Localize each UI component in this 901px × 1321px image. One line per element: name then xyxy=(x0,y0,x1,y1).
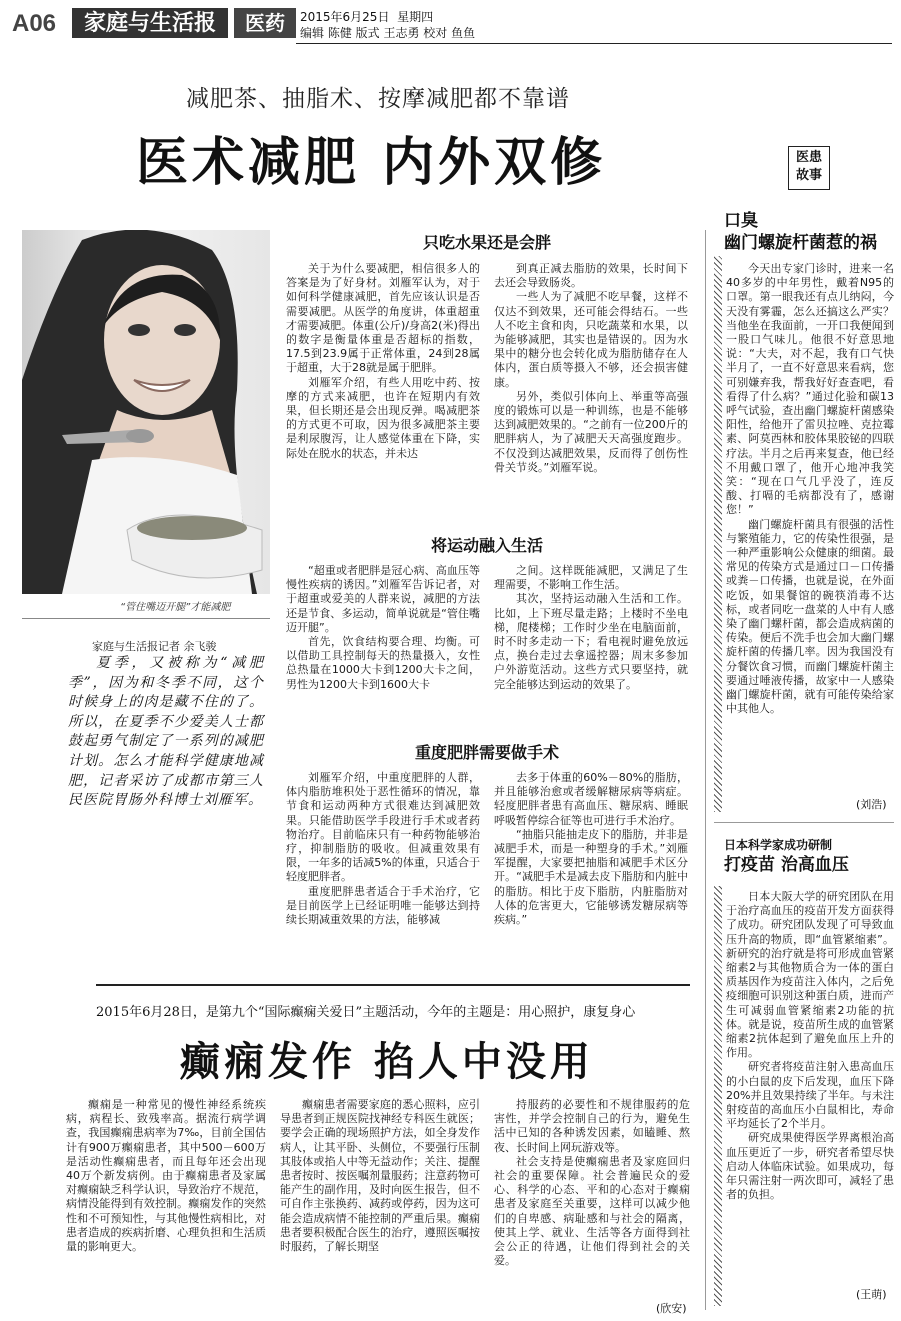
paragraph: “抽脂只能抽走皮下的脂肪，并非是减肥手术，而是一种塑身的手术。”刘雁军提醒，大家要把抽脂和减肥手术区分开。“减肥手术是减去皮下脂肪和内脏中的脂肪。相比于皮下脂肪，内脏脂肪对人体的危害更大，它能够诱发糖尿病等疾病。” xyxy=(494,827,688,927)
paragraph: 刘雁军介绍，中重度肥胖的人群，体内脂肪堆积处于恶性循环的情况，靠节食和运动两种方式很难达到减肥效果。只能借助医学手段进行手术或者药物治疗。目前临床只有一种药物能够治疗，抑制脂肪的吸收。但减重效果有限，一年多的话减5%的体重，只适合于轻度肥胖者。 xyxy=(286,771,480,884)
section1-title: 只吃水果还是会胖 xyxy=(422,233,551,252)
paragraph: 之间。这样既能减肥，又满足了生理需要，不影响工作生活。 xyxy=(494,564,688,592)
paragraph: 刘雁军介绍，有些人用吃中药、按摩的方式来减肥，也许在短期内有效果，但长期还是会出现反弹。喝减肥茶的方式更不可取，因为很多减肥茶主要是利尿腹泻，让人感觉体重在下降，实际处在脱水的状态，并未达 xyxy=(286,375,480,460)
paragraph: 重度肥胖患者适合于手术治疗，它是目前医学上已经证明唯一能够达到持续长期减重效果的方法，能够减 xyxy=(286,884,480,927)
page-number: A06 xyxy=(12,10,57,37)
article2-author: (欣安) xyxy=(656,1302,687,1315)
article2-top-rule xyxy=(96,984,690,986)
woman-eating-photo xyxy=(22,230,270,594)
sidebar1-decoration xyxy=(714,256,722,812)
paragraph: 研究成果使得医学界离根治高血压更近了一步，研究者希望尽快启动人体临床试验。如果成功，每年只需注射一两次即可，减轻了患者的负担。 xyxy=(726,1131,894,1202)
byline: 家庭与生活报记者 余飞骏 xyxy=(92,640,217,653)
paragraph: 另外，类似引体向上、举重等高强度的锻炼可以是一种训练，也是不能够达到减肥效果的。“之前有一位200斤的肥胖病人，为了减肥天天高强度跑步。不仅没到达减肥效果，反而得了创伤性骨关节炎。”刘雁军说。 xyxy=(494,389,688,474)
paragraph: 今天出专家门诊时，进来一名40多岁的中年男性，戴着N95的口罩。第一眼我还有点儿纳闷，今天没有雾霾，怎么还搞这么严实？当他坐在我面前，一开口我便闻到一股口气味儿。他很不好意思地说：“大夫，对不起，我有口气快半月了，一直不好意思来看病，您可别嫌弃我，帮我好好查查吧，看看得了什么病？”通过化验和碳13呼气试验，查出幽门螺旋杆菌感染阳性，给他开了雷贝拉唑、克拉霉素、阿莫西林和胶体果胶铋的四联疗法。半月之后再来复查，他已经不用戴口罩了，他开心地冲我笑笑：“现在口气几乎没了，连反酸、打嗝的毛病都没有了，感谢您！” xyxy=(726,262,894,517)
weekday: 星期四 xyxy=(397,10,434,24)
section2-title: 将运动融入生活 xyxy=(430,536,543,555)
article2-headline: 癫痫发作 掐人中没用 xyxy=(180,1038,594,1085)
paragraph: 到真正减去脂肪的效果，长时间下去还会导致肠炎。 xyxy=(494,262,688,290)
title-line: 口臭 xyxy=(724,211,758,231)
column-divider xyxy=(705,230,706,1310)
section1-column-2 xyxy=(494,262,688,506)
section3-column-1 xyxy=(286,771,480,951)
paragraph: 一些人为了减肥不吃早餐，这样不仅达不到效果，还可能会得结石。一些人不吃主食和肉，只吃蔬菜和水果，以为能够减肥，其实也是错误的。因为水果中的糖分也会转化成为脂肪储存在人体内，蛋白质等摄入不够，还会损害健康。 xyxy=(494,290,688,389)
section3-title: 重度肥胖需要做手术 xyxy=(414,743,559,762)
page-header xyxy=(0,0,901,50)
article2-column-1 xyxy=(66,1098,266,1308)
paragraph: 去多于体重的60%－80%的脂肪，并且能够治愈或者缓解糖尿病等病症。轻度肥胖者患有高血压、糖尿病、睡眠呼吸暂停综合征等也可进行手术治疗。 xyxy=(494,771,688,827)
article2-column-3 xyxy=(494,1098,690,1308)
paragraph: 其次，坚持运动融入生活和工作。比如，上下班尽量走路；上楼时不坐电梯，爬楼梯；工作时少坐在电脑面前，时不时多走动一下；看电视时避免放远点，换台走过去拿遥控器；周末多参加户外游览活动。这些方式只要坚持，就完全能够达到运动的效果了。 xyxy=(494,592,688,691)
paragraph: 持服药的必要性和不规律服药的危害性，并学会控制自己的行为，避免生活中已知的各种诱发因素，如瞌睡、熬夜、长时间上网玩游戏等。 xyxy=(494,1098,690,1154)
section2-column-1 xyxy=(286,564,480,712)
section1-column-1 xyxy=(286,262,480,506)
tag-line: 故事 xyxy=(795,168,822,183)
article2-kicker: 2015年6月28日，是第九个“国际癫痫关爱日”主题活动，今年的主题是：用心照护，康复身心 xyxy=(96,1005,636,1020)
sidebar1-author: (刘浩) xyxy=(856,798,887,811)
article1-lead: 夏季，又被称为“减肥季”，因为和冬季不同，这个时候身上的肉是藏不住的了。所以，在夏季不少爱美人士都鼓起勇气制定了一系列的减肥计划。怎么才能科学健康地减肥，记者采访了成都市第三人民医院胃肠外科博士刘雁军。 xyxy=(68,655,264,809)
section-name: 医药 xyxy=(234,8,296,38)
tag-line: 医患 xyxy=(795,150,822,165)
paragraph: 首先，饮食结构要合理、均衡。可以借助工具控制每天的热量摄入，女性总热量在1000大卡到1200大卡之间，男性为1200大卡到1600大卡 xyxy=(286,635,480,691)
paper-name: 家庭与生活报 xyxy=(72,8,228,38)
paragraph: 研究者将疫苗注射入患高血压的小白鼠的皮下后发现，血压下降20%并且效果持续了半年。与未注射疫苗的高血压小白鼠相比，寿命平均延长了2个半月。 xyxy=(726,1060,894,1131)
title-line: 幽门螺旋杆菌惹的祸 xyxy=(724,233,877,253)
sidebar-divider xyxy=(714,822,894,823)
article1-kicker: 减肥茶、抽脂术、按摩减肥都不靠谱 xyxy=(186,86,570,112)
photo-caption: “管住嘴迈开腿”才能减肥 xyxy=(120,602,231,613)
sidebar1-title xyxy=(724,210,896,254)
doctor-patient-story-tag xyxy=(788,146,830,190)
paragraph: 社会支持是使癫痫患者及家庭回归社会的重要保障。社会普遍民众的爱心、科学的心态、平和的心态对于癫痫患者及家庭至关重要，这样可以减少他们的自卑感、病耻感和与社会的隔离，使其上学、就业、生活等各方面得到社会公正的待遇，让他们得到社会的关爱。 xyxy=(494,1154,690,1268)
article1-headline: 医术减肥 内外双修 xyxy=(136,132,607,193)
paragraph: 关于为什么要减肥，相信很多人的答案是为了好身材。刘雁军认为，对于如何科学健康减肥，首先应该认识是否需要减肥。从医学的角度讲，体重超重才需要减肥。体重(公斤)/身高2(米)得出的数字是衡量体重是否超标的指数，17.5到23.9属于正常体重，24到28属于超重，大于28就是属于肥胖。 xyxy=(286,262,480,375)
sidebar2-body xyxy=(726,890,894,1284)
section3-column-2 xyxy=(494,771,688,951)
paragraph: “超重或者肥胖是冠心病、高血压等慢性疾病的诱因。”刘雁军告诉记者，对于超重或爱美的人群来说，减肥的方法还是节食、多运动，简单说就是“管住嘴迈开腿”。 xyxy=(286,564,480,634)
article2-column-2 xyxy=(280,1098,480,1308)
sidebar1-body xyxy=(726,262,894,798)
paragraph: 幽门螺旋杆菌具有很强的活性与繁殖能力，它的传染性很强，是一种严重影响公众健康的细菌。最常见的传染方式是通过口－口传播或粪－口传播，也就是说，在外面吃饭，如果餐馆的碗筷消毒不达标，或者同吃一盘菜的人中有人感染了幽门螺杆菌，都会造成病菌的传染。便后不洗手也会加大幽门螺旋杆菌的传播几率。因为我国没有分餐饮食习惯，而幽门螺旋杆菌主要通过唾液传播，故家中一人感染幽门螺旋杆菌，就有可能传染给家中其他人。 xyxy=(726,517,894,716)
sidebar2-kicker: 日本科学家成功研制 xyxy=(724,838,833,852)
issue-date xyxy=(300,9,433,25)
sidebar2-title: 打疫苗 治高血压 xyxy=(724,855,849,875)
section2-column-2 xyxy=(494,564,688,712)
portrait-illustration xyxy=(22,230,270,594)
header-rule xyxy=(296,43,892,44)
sidebar2-decoration xyxy=(714,886,722,1306)
sidebar2-author: (王萌) xyxy=(856,1288,887,1301)
date: 2015年6月25日 xyxy=(300,10,390,24)
photo-caption-rule xyxy=(22,618,270,619)
paragraph: 日本大阪大学的研究团队在用于治疗高血压的疫苗开发方面获得了成功。研究团队发现了可导致血压升高的物质，即“血管紧缩素”。新研究的治疗就是将可形成血管紧缩素2与其他物质合为一体的蛋白质基因作为疫苗注入体内，之后免疫细胞可识别这种蛋白质，进而产生可减弱血管紧缩素2功能的抗体。就是说，疫苗所生成的血管紧缩素2抗体起到了避免血压上升的作用。 xyxy=(726,890,894,1060)
paragraph: 癫痫是一种常见的慢性神经系统疾病，病程长、致残率高。据流行病学调查，我国癫痫患病率为7‰，目前全国估计有900万癫痫患者，其中500－600万是活动性癫痫患者，而且每年还会出现40万个新发病例。由于癫痫患者及家属对癫痫缺乏科学认识，导致治疗不规范，病情没能得到有效控制。癫痫发作的突然性和不可预知性，与其他慢性病相比，对患者造成的疾病折磨、心理负担和生活质量的影响更大。 xyxy=(66,1098,266,1254)
credits: 编辑 陈健 版式 王志勇 校对 鱼鱼 xyxy=(300,26,476,40)
paragraph: 癫痫患者需要家庭的悉心照料，应引导患者到正规医院找神经专科医生就医；要学会正确的现场照护方法，如全身发作病人，让其平卧、头侧位，不要强行压制其肢体或掐人中等无益动作；关注、提醒患者按时、按医嘱剂量服药；注意药物可能产生的副作用，及时向医生报告，但不可自作主张换药、减药或停药，因为这可能会造成病情不能控制的严重后果。癫痫患者要积极配合医生的治疗，遵照医嘱按时服药，了解长期坚 xyxy=(280,1098,480,1254)
